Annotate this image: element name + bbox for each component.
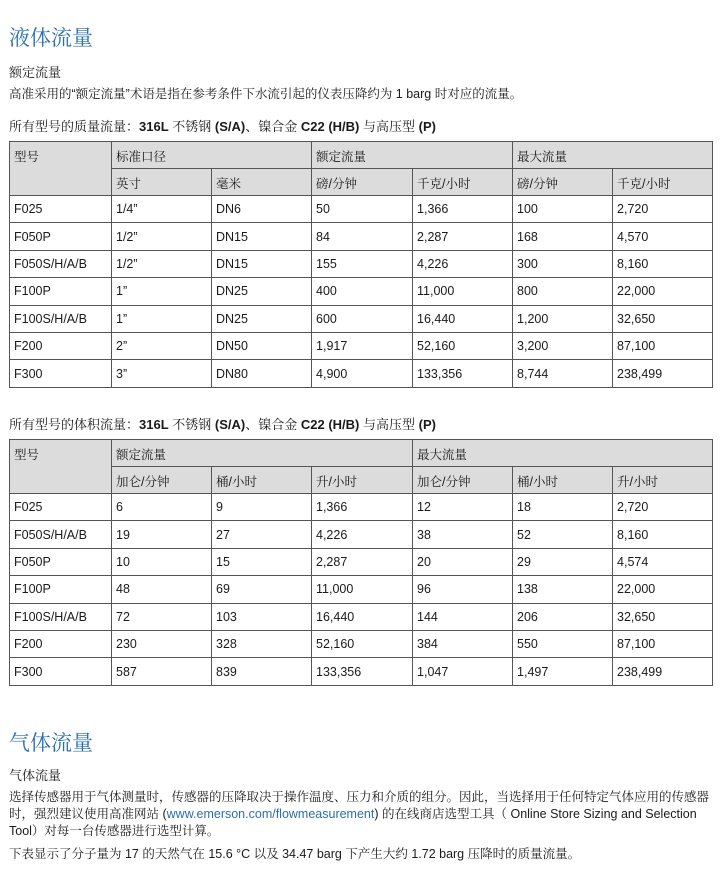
value-cell: 4,574 xyxy=(613,548,713,575)
model-cell: F200 xyxy=(10,332,112,359)
value-cell: DN25 xyxy=(212,278,312,305)
value-cell: 16,440 xyxy=(312,603,413,630)
value-cell: 22,000 xyxy=(613,576,713,603)
flowmeasurement-link[interactable]: www.emerson.com/flowmeasurement xyxy=(166,807,375,821)
value-cell: 155 xyxy=(312,250,413,277)
value-cell: 87,100 xyxy=(613,332,713,359)
col-header-max-flow: 最大流量 xyxy=(513,142,713,169)
value-cell: 2,287 xyxy=(413,223,513,250)
value-cell: 16,440 xyxy=(413,305,513,332)
table-row xyxy=(10,223,713,250)
value-cell: 1,047 xyxy=(413,658,513,685)
gas-flow-note: 下表显示了分子量为 17 的天然气在 15.6 °C 以及 34.47 barg 下产生大约 1.72 barg 压降时的质量流量。 xyxy=(9,847,581,861)
value-cell: 1,917 xyxy=(312,332,413,359)
value-cell: 52 xyxy=(513,521,613,548)
col-subheader: 升/小时 xyxy=(312,467,413,494)
col-subheader: 桶/小时 xyxy=(212,467,312,494)
table-row xyxy=(10,332,713,359)
value-cell: 300 xyxy=(513,250,613,277)
col-subheader: 加仑/分钟 xyxy=(413,467,513,494)
value-cell: 1” xyxy=(112,278,212,305)
value-cell: 100 xyxy=(513,196,613,223)
value-cell: 48 xyxy=(112,576,212,603)
value-cell: 3” xyxy=(112,360,212,387)
table-row xyxy=(10,630,713,657)
value-cell: 84 xyxy=(312,223,413,250)
model-cell: F200 xyxy=(10,630,112,657)
value-cell: 52,160 xyxy=(312,630,413,657)
table-row xyxy=(10,576,713,603)
value-cell: 1,200 xyxy=(513,305,613,332)
col-subheader: 千克/小时 xyxy=(413,169,513,196)
value-cell: 87,100 xyxy=(613,630,713,657)
value-cell: 18 xyxy=(513,494,613,521)
col-header-nominal-flow: 额定流量 xyxy=(312,142,513,169)
mass-flow-table xyxy=(9,141,713,388)
table-row xyxy=(10,278,713,305)
value-cell: 9 xyxy=(212,494,312,521)
col-header-model: 型号 xyxy=(10,142,112,196)
value-cell: 138 xyxy=(513,576,613,603)
value-cell: 2,720 xyxy=(613,494,713,521)
table-row xyxy=(10,521,713,548)
col-subheader: 千克/小时 xyxy=(613,169,713,196)
value-cell: 238,499 xyxy=(613,360,713,387)
value-cell: 103 xyxy=(212,603,312,630)
gas-flow-paragraph: 选择传感器用于气体测量时，传感器的压降取决于操作温度、压力和介质的组分。因此，当选择用于任何特定气体应用的传感器时，强烈建议使用高准网站 (www.emerson.com/flowmeasurement) 的在线商店选型工具（ Online Store Sizing and Selection Tool）对每一台传感器进行选型计算。 xyxy=(9,790,710,838)
volume-flow-caption: 所有型号的体积流量：316L 不锈钢 (S/A)、镍合金 C22 (H/B) 与高压型 (P) xyxy=(9,417,436,432)
model-cell: F050P xyxy=(10,223,112,250)
value-cell: 587 xyxy=(112,658,212,685)
value-cell: 400 xyxy=(312,278,413,305)
model-cell: F050S/H/A/B xyxy=(10,521,112,548)
value-cell: 133,356 xyxy=(413,360,513,387)
col-subheader: 毫米 xyxy=(212,169,312,196)
col-header-max-flow: 最大流量 xyxy=(413,440,713,467)
table-row xyxy=(10,548,713,575)
value-cell: 600 xyxy=(312,305,413,332)
table-row xyxy=(10,494,713,521)
value-cell: 50 xyxy=(312,196,413,223)
value-cell: 1/2” xyxy=(112,250,212,277)
value-cell: 4,226 xyxy=(312,521,413,548)
value-cell: 2,287 xyxy=(312,548,413,575)
value-cell: 1” xyxy=(112,305,212,332)
rated-flow-intro: 高准采用的“额定流量”术语是指在参考条件下水流引起的仪表压降约为 1 barg 时对应的流量。 xyxy=(9,87,523,101)
value-cell: 19 xyxy=(112,521,212,548)
model-cell: F100S/H/A/B xyxy=(10,603,112,630)
value-cell: 839 xyxy=(212,658,312,685)
value-cell: 22,000 xyxy=(613,278,713,305)
value-cell: DN15 xyxy=(212,223,312,250)
value-cell: 8,160 xyxy=(613,250,713,277)
value-cell: DN80 xyxy=(212,360,312,387)
value-cell: 4,900 xyxy=(312,360,413,387)
value-cell: 3,200 xyxy=(513,332,613,359)
value-cell: 1,366 xyxy=(413,196,513,223)
rated-flow-subheading: 额定流量 xyxy=(9,65,62,80)
value-cell: 8,744 xyxy=(513,360,613,387)
value-cell: 1,497 xyxy=(513,658,613,685)
table-row xyxy=(10,250,713,277)
model-cell: F300 xyxy=(10,658,112,685)
model-cell: F100P xyxy=(10,278,112,305)
col-header-nominal-flow: 额定流量 xyxy=(112,440,413,467)
value-cell: 52,160 xyxy=(413,332,513,359)
value-cell: 238,499 xyxy=(613,658,713,685)
col-subheader: 磅/分钟 xyxy=(513,169,613,196)
volume-flow-table xyxy=(9,439,713,686)
value-cell: 32,650 xyxy=(613,305,713,332)
model-cell: F050P xyxy=(10,548,112,575)
value-cell: 96 xyxy=(413,576,513,603)
value-cell: 328 xyxy=(212,630,312,657)
col-header-nominal-size: 标准口径 xyxy=(112,142,312,169)
value-cell: 15 xyxy=(212,548,312,575)
value-cell: 2” xyxy=(112,332,212,359)
liquid-flow-heading: 液体流量 xyxy=(9,27,93,50)
value-cell: 11,000 xyxy=(312,576,413,603)
model-cell: F300 xyxy=(10,360,112,387)
value-cell: 38 xyxy=(413,521,513,548)
model-cell: F025 xyxy=(10,196,112,223)
table-row xyxy=(10,196,713,223)
value-cell: 4,570 xyxy=(613,223,713,250)
value-cell: 1/4” xyxy=(112,196,212,223)
value-cell: 4,226 xyxy=(413,250,513,277)
value-cell: 1,366 xyxy=(312,494,413,521)
model-cell: F100P xyxy=(10,576,112,603)
gas-flow-heading: 气体流量 xyxy=(9,732,93,755)
col-subheader: 升/小时 xyxy=(613,467,713,494)
value-cell: 72 xyxy=(112,603,212,630)
col-header-model: 型号 xyxy=(10,440,112,494)
value-cell: DN15 xyxy=(212,250,312,277)
col-subheader: 桶/小时 xyxy=(513,467,613,494)
mass-flow-caption: 所有型号的质量流量：316L 不锈钢 (S/A)、镍合金 C22 (H/B) 与高压型 (P) xyxy=(9,119,436,134)
value-cell: DN25 xyxy=(212,305,312,332)
value-cell: 12 xyxy=(413,494,513,521)
table-row xyxy=(10,305,713,332)
value-cell: 144 xyxy=(413,603,513,630)
col-subheader: 加仑/分钟 xyxy=(112,467,212,494)
value-cell: 800 xyxy=(513,278,613,305)
value-cell: 230 xyxy=(112,630,212,657)
col-subheader: 英寸 xyxy=(112,169,212,196)
model-cell: F050S/H/A/B xyxy=(10,250,112,277)
value-cell: 27 xyxy=(212,521,312,548)
value-cell: 384 xyxy=(413,630,513,657)
value-cell: DN6 xyxy=(212,196,312,223)
value-cell: 168 xyxy=(513,223,613,250)
value-cell: 1/2” xyxy=(112,223,212,250)
value-cell: 133,356 xyxy=(312,658,413,685)
value-cell: 69 xyxy=(212,576,312,603)
value-cell: 2,720 xyxy=(613,196,713,223)
value-cell: 20 xyxy=(413,548,513,575)
gas-flow-subheading: 气体流量 xyxy=(9,768,62,783)
value-cell: 550 xyxy=(513,630,613,657)
value-cell: 10 xyxy=(112,548,212,575)
value-cell: 32,650 xyxy=(613,603,713,630)
value-cell: 11,000 xyxy=(413,278,513,305)
model-cell: F100S/H/A/B xyxy=(10,305,112,332)
value-cell: 206 xyxy=(513,603,613,630)
table-row xyxy=(10,360,713,387)
value-cell: 29 xyxy=(513,548,613,575)
value-cell: 8,160 xyxy=(613,521,713,548)
col-subheader: 磅/分钟 xyxy=(312,169,413,196)
value-cell: 6 xyxy=(112,494,212,521)
table-row xyxy=(10,603,713,630)
table-row xyxy=(10,658,713,685)
value-cell: DN50 xyxy=(212,332,312,359)
model-cell: F025 xyxy=(10,494,112,521)
